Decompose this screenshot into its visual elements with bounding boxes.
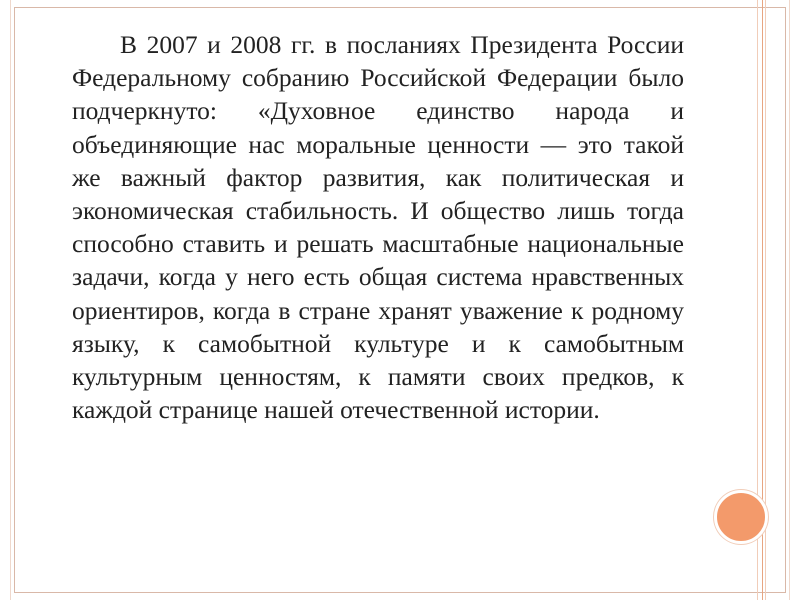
decorative-line-left: [10, 0, 11, 600]
slide-body-text: В 2007 и 2008 гг. в посланиях Президента России Федеральному собранию Российской Федерации было подчеркнуто: «Духовное единство народа и объединяющие нас моральные ценности — это такой же важный фактор развития, как политическая и экономическая стабильность. И общество лишь тогда способно ставить и решать масштабные национальные задачи, когда у него есть общая система нравственных ориентиров, когда в стране хранят уважение к родному языку, к самобытной культуре и к самобытным культурным ценностям, к памяти своих предков, к каждой странице нашей отечественной истории.: [72, 30, 684, 425]
decorative-line-right-outer: [789, 0, 790, 600]
decorative-circle: [714, 490, 768, 544]
